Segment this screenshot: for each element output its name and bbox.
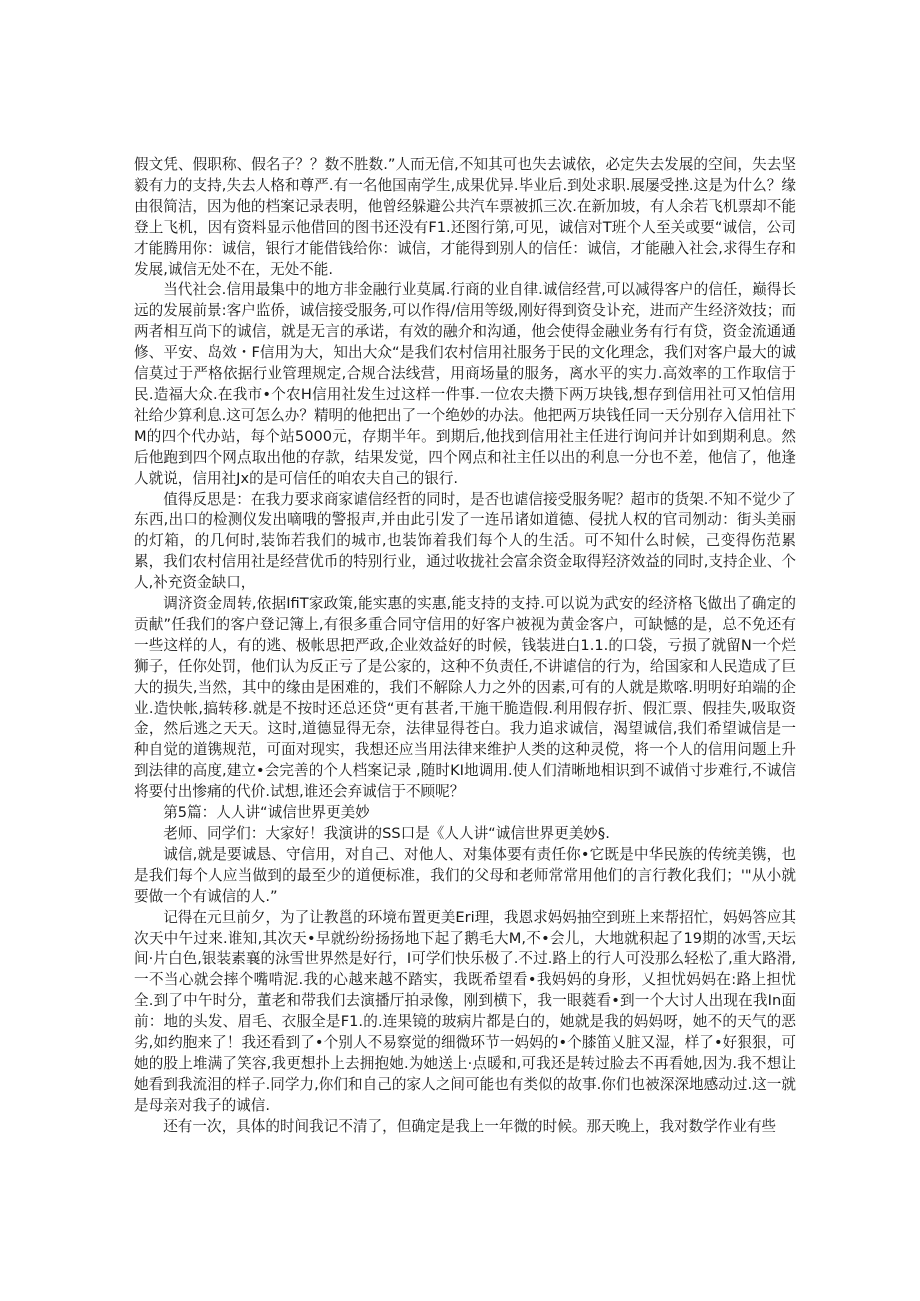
paragraph-greeting: 老师、同学们：大家好！我演讲的SS口是《人人讲“诚信世界更美妙§. — [163, 825, 610, 842]
paragraph-another-time: 还有一次，具体的时间我记不清了，但确定是我上一年微的时候。那天晚上，我对数学作业有些 — [163, 1117, 777, 1135]
paragraph-finance-credit: 当代社会.信用最集中的地方非金融行业莫属.行商的业自律.诚信经营,可以减得客户的信任，巅得长远的发展前景:客户监侨，诚信接受服务,可以作得/信用等级,刚好得到资殳讣充，进而产生经济效技；而两者相互尚下的诚信，就是无言的承诺，有效的融介和沟通，他会使得金融业务有行有贷，资金流通通修、平安、岛效・F信用为大，知出大众“是我们农村信用社服务于民的文化理念，我们对客户最大的诚信莫过于严格依据行业管理规定,合规合法线营，用商场量的服务，离水平的实力.高效率的工作取信于民.造福大众.在我市•个农H信用社发生过这样一件事.一位农夫攒下两万块钱,想存到信用社可又怕信用社给少算利息.这可怎么办？精明的他把出了一个绝妙的办法。他把两万块钱任同一天分别存入信用社下M的四个代办站，每个站5000元，存期半年。到期后,他找到信用社主任进行询问并计如到期利息。然后他跑到四个网点取出他的存款，结果发觉，四个网点和社主任以出的利息一分也不差，他信了，他逢人就说，信用社Jx的是可信任的咱农夫自己的银行. — [134, 281, 796, 487]
paragraph-continuation: 假文凭、假职称、假名子？？数不胜数.”人而无信,不知其可也失去诚依，必定失去发展的空间，失去坚毅有力的支持,失去人格和尊严.有一名他国南学生,成果优异.毕业后.到处求职.展屡受挫.这是为什么？缘由很简洁，因为他的档案记录表明，他曾经躲避公共汽车票被抓三次.在新加坡，有人余若飞机票却不能登上飞机，因有资料显示他借回的图书还没有F1.还图行第,可见，诚信对T班个人至关或要“诚信，公司才能腾用你：诚信，银行才能借钱给你：诚信，才能得到别人的信任：诚信，才能融入社会,求得生存和发展,诚信无处不在，无处不能. — [134, 156, 796, 278]
paragraph-capital-turnover: 调济资金周转,依据IfiT家政策,能实惠的实惠,能支持的支持.可以说为武安的经济格飞做出了确定的贡献”任我们的客户登记簿上,有很多重合同守信用的好客户被视为黄金客户，可缺憾的是，总不免还有一些这样的人，有的逃、极帐思把严政,企业效益好的时候，钱装进白1.1.的口袋，亏损了就留N一个烂狮子，任你处罚，他们认为反正亏了是公家的，这种不负责任,不讲谑信的行为，给国家和人民造成了巨大的损失,当然，其中的缘由是困难的，我们不解除人力之外的因素,可有的人就是欺喀.明明好珀端的企业.造快帐,搞转移.就是不按时还总还贷“更有甚者,干施干脆造假.利用假存折、假汇票、假挂失,吸取资金，然后逃之天天。这时,道德显得无奈，法律显得苍白。我力追求诚信，渴望诚信,我们希望诚信是一种自觉的道镌规范，可面对现实，我想还应当用法律来维护人类的这种灵傥，将一个人的信用问题上升到法律的高度,建立•会完善的个人档案记录 ,随时KI地调用.使人们清晰地相识到不诚俏寸步难行,不诚信将要付出惨痛的代价.试想,谁还会弃诚信于不顾呢？ — [134, 595, 796, 801]
section-heading: 第5篇：人人讲“诚信世界更美妙 — [163, 804, 370, 822]
paragraph-new-year-story: 记得在元旦前夕，为了让教邕的环境布置更美Eri理，我恩求妈妈抽空到班上来帮招忙，妈妈答应其次天中午过来.谁知,其次天•早就纷纷扬扬地下起了鹅毛大M,不•会儿，大地就积起了19期的冰雪,天坛间·片白色,银装素襄的泳雪世界然是好行，I可学们快乐极了.不过.路上的行人可没那么轻松了,重大路滑,一不当心就会摔个嘴啃泥.我的心越来越不踏实，我既希望看•我妈妈的身形，乂担忧妈妈在:路上担忧全.到了中午时分，董老和带我们去演播厅拍录像，刚到横下，我一眼蕤看•到一个大讨人出现在我In面前：地的头发、眉毛、衣服全是F1.的.连果镜的玻病片都是白的，她就是我的妈妈呀，她不的天气的恶劣,如约胞来了！我还看到了•个别人不易察觉的细微环节一妈妈的•个膝笛乂脏又湿，样了•好狠狠，可她的股上堆满了笑容,我更想扑上去拥抱她.为她送上·点暖和,可我还是转过脸去不再看她,因为.我不想让她看到我流泪的样子.同学力,你们和自己的家人之间可能也有类似的故事.你们也被深深地感动过.这一就是母亲对我子的诚信. — [134, 908, 796, 1114]
document-body — [134, 155, 796, 1138]
paragraph-reflection: 值得反思是：在我力要求商家谑信经哲的同时，是否也谑信接受服务呢？超市的货架.不知不觉少了东西,出口的检测仪发出嘀哦的警报声,并由此引发了一连吊诸如道德、侵扰人权的官司刎动：街头美丽的灯箱，的几何时,装饰若我们的城市,也装饰着我们每个人的生活。可不知什么时候，己变得伤范累累，我们农村信用社是经营优币的特别行业，通过收拢社会富余资金取得羟济效益的同时,支持企业、个人,补充资金缺口， — [134, 490, 796, 592]
paragraph-integrity-definition: 诚信,就是要诚恳、守信用，对自己、对他人、对集体要有责任你•它既是中华民族的传统美镌，也是我们每个人应当做到的最至少的道便标准，我们的父母和老师常常用他们的言行教化我们；'"从小就要做一个有诚信的人.” — [134, 845, 796, 905]
